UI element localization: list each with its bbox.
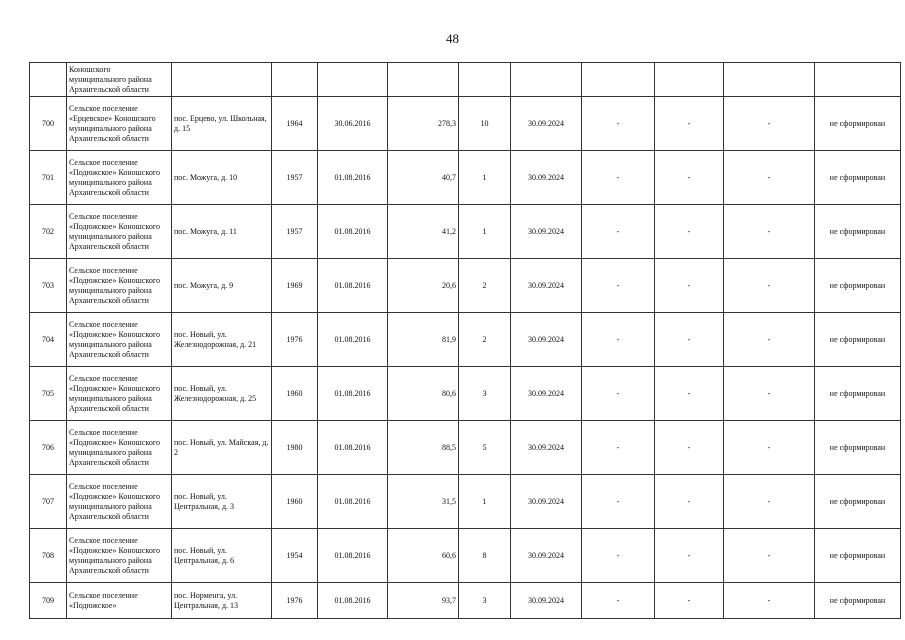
cell-residents: 5 bbox=[459, 421, 511, 475]
cell-planned-date: 30.09.2024 bbox=[511, 475, 582, 529]
cell-recognition-date: 01.08.2016 bbox=[318, 421, 388, 475]
cell-area: 80,6 bbox=[388, 367, 459, 421]
cell-address: пос. Новый, ул. Майская, д. 2 bbox=[172, 421, 272, 475]
cell-land-status bbox=[815, 63, 901, 97]
cell-recognition-date: 30.06.2016 bbox=[318, 97, 388, 151]
cell-area: 31,5 bbox=[388, 475, 459, 529]
cell-num: 706 bbox=[30, 421, 67, 475]
cell-year: 1976 bbox=[272, 313, 318, 367]
cell-land-status: не сформирован bbox=[815, 205, 901, 259]
cell-extra-3 bbox=[724, 63, 815, 97]
cell-land-status: не сформирован bbox=[815, 367, 901, 421]
cell-recognition-date: 01.08.2016 bbox=[318, 475, 388, 529]
table-row bbox=[30, 97, 901, 151]
cell-year bbox=[272, 63, 318, 97]
cell-recognition-date: 01.08.2016 bbox=[318, 529, 388, 583]
cell-year: 1976 bbox=[272, 583, 318, 619]
cell-extra-1: - bbox=[582, 259, 655, 313]
table-row bbox=[30, 259, 901, 313]
cell-land-status: не сформирован bbox=[815, 583, 901, 619]
cell-planned-date: 30.09.2024 bbox=[511, 529, 582, 583]
cell-year: 1957 bbox=[272, 205, 318, 259]
cell-num: 701 bbox=[30, 151, 67, 205]
cell-planned-date: 30.09.2024 bbox=[511, 259, 582, 313]
cell-municipality: Сельское поселение «Подюжское» Коношского муниципального района Архангельской области bbox=[67, 367, 172, 421]
cell-recognition-date: 01.08.2016 bbox=[318, 583, 388, 619]
cell-municipality: Сельское поселение «Подюжское» Коношского муниципального района Архангельской области bbox=[67, 151, 172, 205]
cell-land-status: не сформирован bbox=[815, 97, 901, 151]
cell-residents: 1 bbox=[459, 205, 511, 259]
cell-address: пос. Новый, ул. Железнодорожная, д. 25 bbox=[172, 367, 272, 421]
cell-land-status: не сформирован bbox=[815, 529, 901, 583]
page-number: 48 bbox=[446, 31, 459, 46]
cell-planned-date: 30.09.2024 bbox=[511, 97, 582, 151]
cell-recognition-date: 01.08.2016 bbox=[318, 259, 388, 313]
cell-extra-3: - bbox=[724, 475, 815, 529]
table-row bbox=[30, 421, 901, 475]
cell-year: 1980 bbox=[272, 421, 318, 475]
cell-extra-2: - bbox=[655, 97, 724, 151]
cell-planned-date: 30.09.2024 bbox=[511, 367, 582, 421]
cell-area: 278,3 bbox=[388, 97, 459, 151]
cell-recognition-date: 01.08.2016 bbox=[318, 205, 388, 259]
cell-year: 1960 bbox=[272, 475, 318, 529]
cell-municipality: Сельское поселение «Подюжское» Коношского муниципального района Архангельской области bbox=[67, 475, 172, 529]
cell-address: пос. Новый, ул. Центральная, д. 6 bbox=[172, 529, 272, 583]
cell-address bbox=[172, 63, 272, 97]
cell-residents: 2 bbox=[459, 313, 511, 367]
cell-planned-date: 30.09.2024 bbox=[511, 205, 582, 259]
cell-land-status: не сформирован bbox=[815, 475, 901, 529]
cell-num: 705 bbox=[30, 367, 67, 421]
cell-address: пос. Можуга, д. 9 bbox=[172, 259, 272, 313]
cell-area: 41,2 bbox=[388, 205, 459, 259]
cell-land-status: не сформирован bbox=[815, 421, 901, 475]
cell-num: 702 bbox=[30, 205, 67, 259]
cell-address: пос. Новый, ул. Железнодорожная, д. 21 bbox=[172, 313, 272, 367]
cell-residents: 2 bbox=[459, 259, 511, 313]
cell-num: 704 bbox=[30, 313, 67, 367]
cell-planned-date: 30.09.2024 bbox=[511, 151, 582, 205]
cell-area: 20,6 bbox=[388, 259, 459, 313]
cell-planned-date bbox=[511, 63, 582, 97]
cell-year: 1964 bbox=[272, 97, 318, 151]
cell-land-status: не сформирован bbox=[815, 313, 901, 367]
cell-extra-3: - bbox=[724, 259, 815, 313]
cell-residents: 1 bbox=[459, 151, 511, 205]
cell-extra-1: - bbox=[582, 313, 655, 367]
cell-residents: 8 bbox=[459, 529, 511, 583]
cell-recognition-date: 01.08.2016 bbox=[318, 367, 388, 421]
table-row bbox=[30, 367, 901, 421]
table-row bbox=[30, 475, 901, 529]
cell-extra-2: - bbox=[655, 367, 724, 421]
cell-land-status: не сформирован bbox=[815, 151, 901, 205]
cell-extra-2: - bbox=[655, 529, 724, 583]
table-row-continuation bbox=[30, 63, 901, 97]
cell-extra-3: - bbox=[724, 151, 815, 205]
cell-extra-3: - bbox=[724, 421, 815, 475]
cell-address: пос. Новый, ул. Центральная, д. 3 bbox=[172, 475, 272, 529]
cell-municipality: Сельское поселение «Подюжское» Коношского муниципального района Архангельской области bbox=[67, 529, 172, 583]
cell-extra-3: - bbox=[724, 97, 815, 151]
cell-extra-2: - bbox=[655, 421, 724, 475]
cell-extra-1: - bbox=[582, 529, 655, 583]
cell-recognition-date: 01.08.2016 bbox=[318, 151, 388, 205]
cell-municipality: Сельское поселение «Подюжское» Коношского муниципального района Архангельской области bbox=[67, 259, 172, 313]
cell-area bbox=[388, 63, 459, 97]
cell-residents bbox=[459, 63, 511, 97]
cell-extra-1: - bbox=[582, 367, 655, 421]
cell-extra-3: - bbox=[724, 313, 815, 367]
cell-extra-1: - bbox=[582, 475, 655, 529]
cell-municipality: Сельское поселение «Подюжское» bbox=[67, 583, 172, 619]
cell-extra-1: - bbox=[582, 205, 655, 259]
cell-residents: 3 bbox=[459, 583, 511, 619]
cell-recognition-date bbox=[318, 63, 388, 97]
cell-extra-3: - bbox=[724, 529, 815, 583]
cell-year: 1969 bbox=[272, 259, 318, 313]
cell-extra-3: - bbox=[724, 367, 815, 421]
cell-municipality: Сельское поселение «Ерцевское» Коношского муниципального района Архангельской области bbox=[67, 97, 172, 151]
table-row bbox=[30, 529, 901, 583]
cell-num: 709 bbox=[30, 583, 67, 619]
cell-address: пос. Можуга, д. 11 bbox=[172, 205, 272, 259]
cell-extra-2: - bbox=[655, 151, 724, 205]
cell-extra-1: - bbox=[582, 97, 655, 151]
cell-extra-2: - bbox=[655, 583, 724, 619]
table-row bbox=[30, 313, 901, 367]
cell-area: 40,7 bbox=[388, 151, 459, 205]
cell-residents: 3 bbox=[459, 367, 511, 421]
cell-extra-3: - bbox=[724, 205, 815, 259]
cell-extra-2: - bbox=[655, 259, 724, 313]
cell-extra-3: - bbox=[724, 583, 815, 619]
cell-num: 703 bbox=[30, 259, 67, 313]
cell-residents: 10 bbox=[459, 97, 511, 151]
cell-area: 93,7 bbox=[388, 583, 459, 619]
cell-area: 60,6 bbox=[388, 529, 459, 583]
cell-num bbox=[30, 63, 67, 97]
cell-recognition-date: 01.08.2016 bbox=[318, 313, 388, 367]
cell-extra-1: - bbox=[582, 421, 655, 475]
cell-year: 1957 bbox=[272, 151, 318, 205]
cell-address: пос. Можуга, д. 10 bbox=[172, 151, 272, 205]
cell-address: пос. Норменга, ул. Центральная, д. 13 bbox=[172, 583, 272, 619]
cell-land-status: не сформирован bbox=[815, 259, 901, 313]
cell-municipality: Сельское поселение «Подюжское» Коношского муниципального района Архангельской области bbox=[67, 421, 172, 475]
housing-register-table bbox=[29, 62, 901, 619]
cell-extra-2: - bbox=[655, 205, 724, 259]
cell-municipality: Сельское поселение «Подюжское» Коношского муниципального района Архангельской области bbox=[67, 313, 172, 367]
cell-year: 1954 bbox=[272, 529, 318, 583]
cell-extra-2 bbox=[655, 63, 724, 97]
cell-extra-2: - bbox=[655, 475, 724, 529]
cell-area: 81,9 bbox=[388, 313, 459, 367]
cell-num: 707 bbox=[30, 475, 67, 529]
table-row bbox=[30, 205, 901, 259]
cell-planned-date: 30.09.2024 bbox=[511, 313, 582, 367]
cell-municipality: Коношского муниципального района Архангельской области bbox=[67, 63, 172, 97]
cell-extra-1 bbox=[582, 63, 655, 97]
cell-num: 700 bbox=[30, 97, 67, 151]
cell-planned-date: 30.09.2024 bbox=[511, 583, 582, 619]
cell-num: 708 bbox=[30, 529, 67, 583]
cell-address: пос. Ерцево, ул. Школьная, д. 15 bbox=[172, 97, 272, 151]
table-row bbox=[30, 583, 901, 619]
table-row bbox=[30, 151, 901, 205]
cell-year: 1960 bbox=[272, 367, 318, 421]
cell-extra-2: - bbox=[655, 313, 724, 367]
table-body bbox=[30, 63, 901, 619]
cell-area: 88,5 bbox=[388, 421, 459, 475]
cell-extra-1: - bbox=[582, 583, 655, 619]
cell-extra-1: - bbox=[582, 151, 655, 205]
cell-planned-date: 30.09.2024 bbox=[511, 421, 582, 475]
cell-residents: 1 bbox=[459, 475, 511, 529]
cell-municipality: Сельское поселение «Подюжское» Коношского муниципального района Архангельской области bbox=[67, 205, 172, 259]
